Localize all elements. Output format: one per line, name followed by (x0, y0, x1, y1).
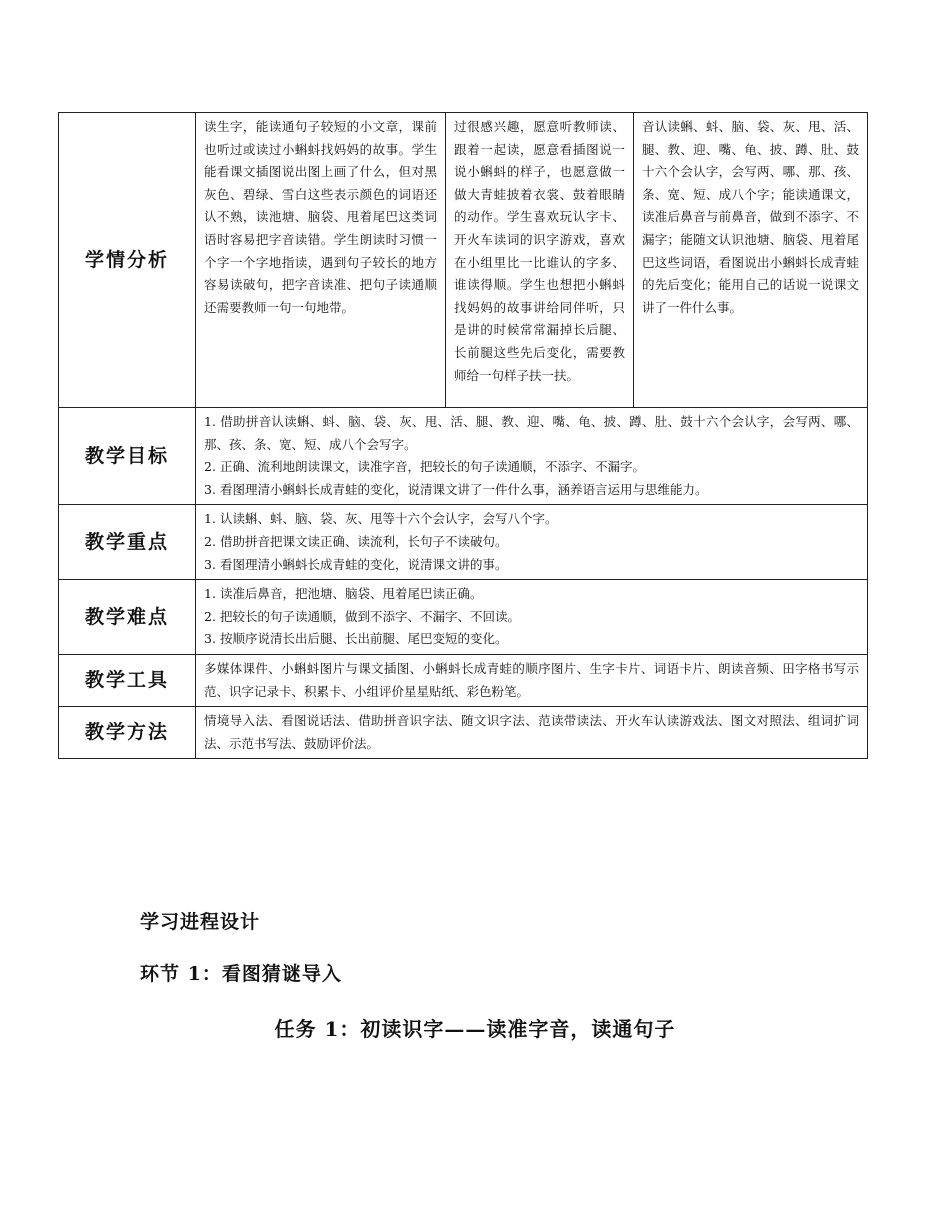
student-analysis-col-3 (634, 113, 868, 408)
lesson-plan-table (58, 112, 868, 759)
teaching-methods-text: 情境导入法、看图说话法、借助拼音识字法、随文识字法、范读带读法、开火车认读游戏法、图文对照法、组词扩词法、示范书写法、鼓励评价法。 (204, 713, 859, 751)
difficulty-item: 2. 把较长的句子读通顺，做到不添字、不漏字、不回读。 (204, 608, 521, 624)
learning-progress-heading: 学习进程设计 (140, 911, 261, 933)
difficulties-content (196, 580, 868, 655)
goal-item: 2. 正确、流利地朗读课文，读准字音，把较长的句子读通顺，不添字、不漏字。 (204, 459, 646, 475)
student-analysis-text-2: 过很感兴趣，愿意听教师读、跟着一起读，愿意看插图说一说小蝌蚪的样子，也愿意做一做大青蛙披着衣裳、鼓着眼睛的动作。学生喜欢玩认字卡、开火车读词的识字游戏，喜欢在小组里比一比谁认的字多、谁读得顺。学生也想把小蝌蚪找妈妈的故事讲给同伴听，只是讲的时候常常漏掉长后腿、长前腿这些先后变化，需要教师给一句样子扶一扶。 (454, 119, 625, 383)
student-analysis-text-3: 音认读蝌、蚪、脑、袋、灰、甩、活、腿、教、迎、嘴、龟、披、蹲、肚、鼓十六个会认字，会写两、哪、那、孩、条、宽、短、成八个字；能读通课文，读准后鼻音与前鼻音，做到不添字、不漏字；能随文认识池塘、脑袋、甩着尾巴这些词语，看图说出小蝌蚪长成青蛙的先后变化；能用自己的话说一说课文讲了一件什么事。 (642, 119, 859, 315)
key-point-item: 3. 看图理清小蝌蚪长成青蛙的变化，说清课文讲的事。 (204, 556, 508, 572)
student-analysis-row (59, 113, 868, 408)
key-point-item: 2. 借助拼音把课文读正确、读流利，长句子不读破句。 (204, 533, 508, 549)
teaching-goals-label: 教学目标 (59, 408, 196, 505)
difficulties-label: 教学难点 (59, 580, 196, 655)
teaching-tools-content (196, 654, 868, 706)
difficulty-item: 1. 读准后鼻音，把池塘、脑袋、甩着尾巴读正确。 (204, 586, 483, 602)
student-analysis-col-2 (446, 113, 634, 408)
difficulties-row (59, 580, 868, 655)
teaching-methods-label: 教学方法 (59, 707, 196, 759)
key-points-row (59, 505, 868, 580)
student-analysis-label: 学情分析 (59, 113, 196, 408)
teaching-tools-label: 教学工具 (59, 654, 196, 706)
teaching-tools-row (59, 654, 868, 706)
teaching-methods-row (59, 707, 868, 759)
task-heading: 任务 1：初读识字——读准字音，读通句子 (274, 1017, 676, 1041)
key-points-content (196, 505, 868, 580)
teaching-methods-content (196, 707, 868, 759)
key-point-item: 1. 认读蝌、蚪、脑、袋、灰、甩等十六个会认字，会写八个字。 (204, 511, 558, 527)
difficulty-item: 3. 按顺序说清长出后腿、长出前腿、尾巴变短的变化。 (204, 631, 508, 647)
key-points-label: 教学重点 (59, 505, 196, 580)
step-heading: 环节 1：看图猜谜导入 (140, 963, 342, 985)
goal-item: 1. 借助拼音认读蝌、蚪、脑、袋、灰、甩、活、腿、教、迎、嘴、龟、披、蹲、肚、鼓十六个会认字，会写两、哪、那、孩、条、宽、短、成八个会写字。 (204, 414, 859, 452)
student-analysis-col-1 (196, 113, 446, 408)
teaching-goals-content (196, 408, 868, 505)
teaching-tools-text: 多媒体课件、小蝌蚪图片与课文插图、小蝌蚪长成青蛙的顺序图片、生字卡片、词语卡片、朗读音频、田字格书写示范、识字记录卡、积累卡、小组评价星星贴纸、彩色粉笔。 (204, 660, 859, 699)
teaching-goals-row (59, 408, 868, 505)
student-analysis-text-1: 读生字，能读通句子较短的小文章，课前也听过或读过小蝌蚪找妈妈的故事。学生能看课文插图说出图上画了什么，但对黑灰色、碧绿、雪白这些表示颜色的词语还认不熟，读池塘、脑袋、甩着尾巴这类词语时容易把字音读错。学生朗读时习惯一个字一个字地指读，遇到句子较长的地方容易读破句，把字音读准、把句子读通顺还需要教师一句一句地带。 (204, 119, 437, 315)
goal-item: 3. 看图理清小蝌蚪长成青蛙的变化，说清课文讲了一件什么事，涵养语言运用与思维能力。 (204, 481, 708, 497)
